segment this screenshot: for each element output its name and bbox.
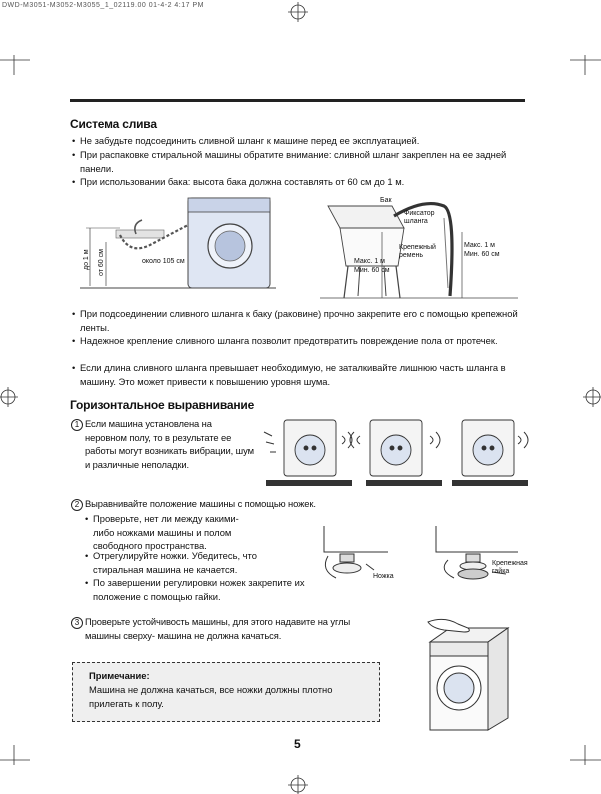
section-title-leveling: Горизонтальное выравнивание — [70, 398, 255, 412]
list-item: • Не забудьте подсоединить сливной шланг к машине перед ее эксплуатацией. — [72, 135, 420, 146]
crosshair-icon — [288, 2, 308, 22]
print-header: DWD-M3051-M3052-M3055_1_02119.00 01-4-2 4:17 PM — [2, 2, 204, 9]
crosshair-icon — [0, 387, 18, 407]
list-item: • Надежное крепление сливного шланга позволит предотвратить повреждение пола от протечек. — [72, 335, 498, 346]
list-item: • При использовании бака: высота бака должна составлять от 60 см до 1 м. — [72, 176, 405, 187]
tank-min-label: Мин. 60 см — [354, 267, 390, 274]
strap-label: Крепежный ремень — [399, 244, 436, 259]
stability-check-illustration — [412, 612, 532, 732]
hose-min-label: Мин. 60 см — [464, 251, 500, 258]
note-text: Машина не должна качаться, все ножки должны плотно прилегать к полу. — [89, 684, 333, 709]
nut-label: Крепежная гайка — [492, 560, 528, 575]
crosshair-icon — [288, 775, 308, 794]
section-title-drain: Система слива — [70, 117, 157, 131]
step-number: 1 — [71, 419, 83, 431]
list-item: • Проверьте, нет ли между какими-либо ножками машины и полом свободного пространства. — [85, 513, 239, 551]
height-label-2: от 60 см — [98, 249, 105, 276]
list-item: • Если длина сливного шланга превышает необходимую, не заталкивайте лишнюю часть шланга в машину. Это может привести к повышению уровня шума. — [72, 362, 506, 387]
list-item: • При подсоединении сливного шланга к баку (раковине) прочно закрепите его с помощью крепежной ленты. — [72, 308, 518, 333]
vibrating-machines-illustration — [262, 412, 532, 488]
step2-text: Выравнивайте положение машины с помощью ножек. — [85, 498, 316, 509]
top-rule — [70, 99, 525, 102]
hose-fixer-label: Фиксатор шланга — [404, 210, 435, 225]
tank-label: Бак — [380, 197, 392, 204]
crosshair-icon — [583, 387, 601, 407]
list-item: • При распаковке стиральной машины обратите внимание: сливной шланг закреплен на ее задней панели. — [72, 149, 507, 174]
washer-icon — [462, 420, 514, 476]
hose-max-label: Макс. 1 м — [464, 242, 495, 249]
hose-length-label: около 105 см — [142, 258, 185, 265]
note-title: Примечание: — [89, 670, 150, 681]
page-number: 5 — [294, 737, 301, 751]
drain-sink-illustration — [80, 190, 280, 300]
step-number: 2 — [71, 499, 83, 511]
washer-icon — [284, 420, 336, 476]
list-item: • Отрегулируйте ножки. Убедитесь, что стиральная машина не качается. — [85, 550, 257, 575]
tank-max-label: Макс. 1 м — [354, 258, 385, 265]
height-label-1: до 1 м — [83, 249, 90, 270]
washer-icon — [370, 420, 422, 476]
list-item: • По завершении регулировки ножек закрепите их положение с помощью гайки. — [85, 577, 305, 602]
leg-label: Ножка — [373, 573, 394, 580]
step3-text: Проверьте устойчивость машины, для этого надавите на углы машины сверху- машина не должна качаться. — [85, 616, 351, 641]
step1-text: Если машина установлена на неровном полу, то в результате ее работы могут возникать вибрации, шум и различные неполадки. — [85, 418, 254, 470]
step-number: 3 — [71, 617, 83, 629]
leg-adjust-illustration — [318, 526, 538, 588]
